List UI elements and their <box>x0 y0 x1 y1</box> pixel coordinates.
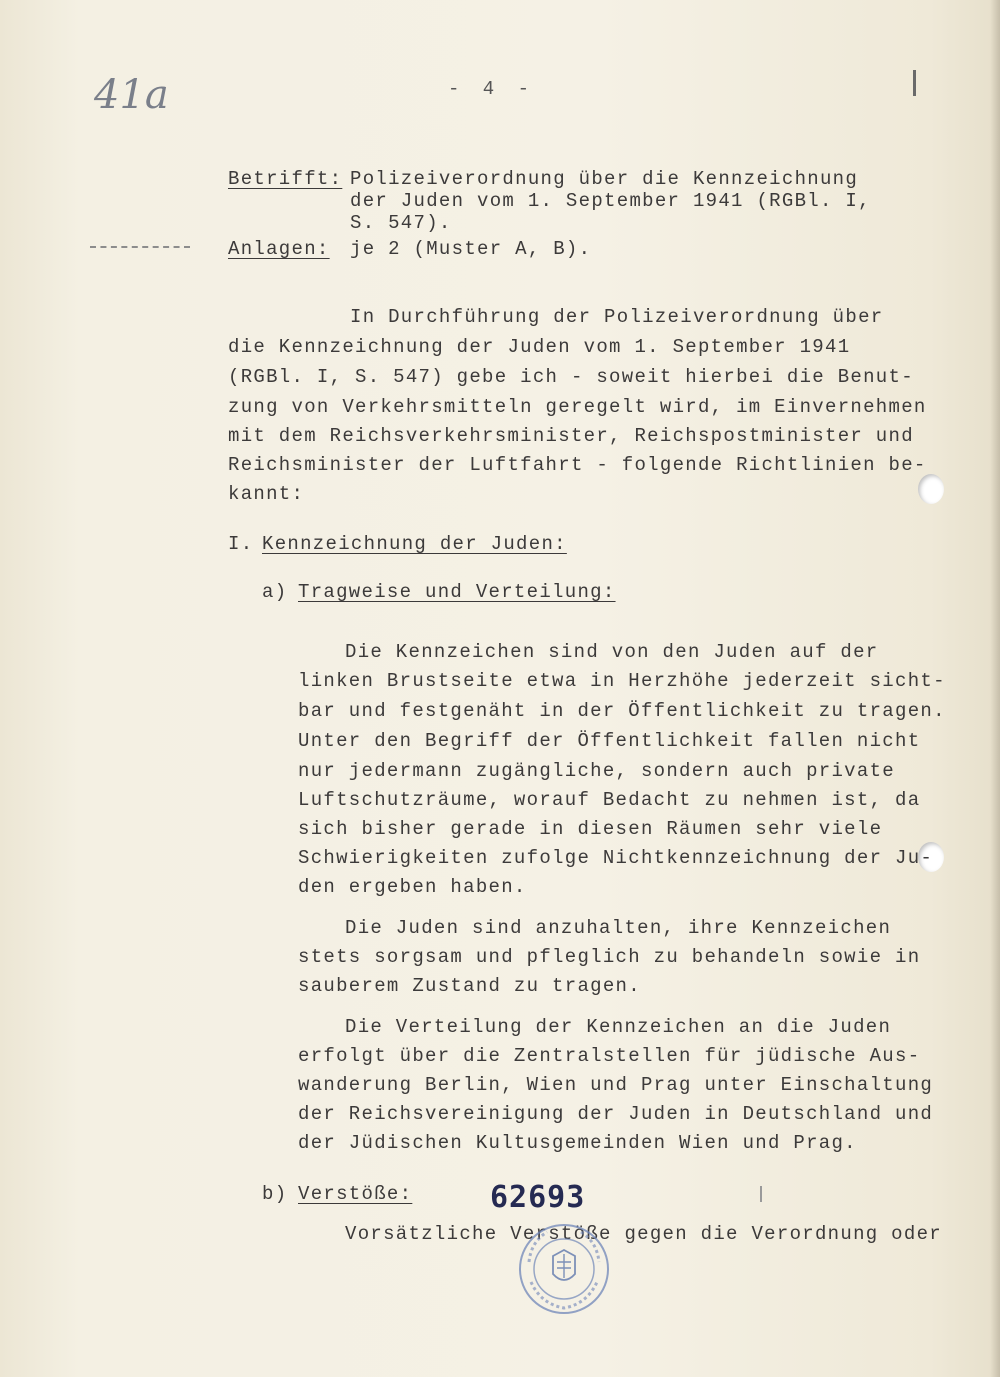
archive-seal <box>517 1222 611 1316</box>
para1-line-5: nur jedermann zugängliche, sondern auch private <box>298 760 895 782</box>
punch-hole-upper <box>918 474 944 504</box>
section-1-title: Kennzeichnung der Juden: <box>262 533 567 555</box>
sub-a-title: Tragweise und Verteilung: <box>298 581 616 603</box>
page-number: - 4 - <box>448 78 536 100</box>
betrifft-line-2: der Juden vom 1. September 1941 (RGBl. I, <box>350 190 871 212</box>
margin-rule <box>90 246 190 248</box>
paper-edge-shadow <box>990 0 1000 1377</box>
para1-line-7: sich bisher gerade in diesen Räumen sehr viele <box>298 818 883 840</box>
para1-line-8: Schwierigkeiten zufolge Nichtkennzeichnung der Ju- <box>298 847 934 869</box>
margin-tick <box>760 1186 762 1202</box>
sub-b-line-1: Vorsätzliche Verstöße gegen die Verordnung oder <box>345 1223 942 1245</box>
para1-line-2: linken Brustseite etwa in Herzhöhe jederzeit sicht- <box>298 670 946 692</box>
para1-line-1: Die Kennzeichen sind von den Juden auf der <box>345 641 879 663</box>
intro-line-4: zung von Verkehrsmitteln geregelt wird, im Einvernehmen <box>228 396 927 418</box>
intro-line-6: Reichsminister der Luftfahrt - folgende Richtlinien be- <box>228 454 927 476</box>
anlagen-label: Anlagen: <box>228 238 330 260</box>
handwritten-note: 41a <box>94 72 169 118</box>
section-1-numeral: I. <box>228 533 254 555</box>
para3-line-3: wanderung Berlin, Wien und Prag unter Einschaltung <box>298 1074 934 1096</box>
intro-line-1: In Durchführung der Polizeiverordnung über <box>350 306 884 328</box>
intro-line-5: mit dem Reichsverkehrsminister, Reichspostminister und <box>228 425 914 447</box>
para1-line-3: bar und festgenäht in der Öffentlichkeit zu tragen. <box>298 700 946 722</box>
anlagen-text: je 2 (Muster A, B). <box>350 238 592 260</box>
para2-line-3: sauberem Zustand zu tragen. <box>298 975 641 997</box>
betrifft-line-1: Polizeiverordnung über die Kennzeichnung <box>350 168 859 190</box>
sub-b-title: Verstöße: <box>298 1183 413 1205</box>
para1-line-6: Luftschutzräume, worauf Bedacht zu nehmen ist, da <box>298 789 921 811</box>
betrifft-label: Betrifft: <box>228 168 343 190</box>
para1-line-9: den ergeben haben. <box>298 876 527 898</box>
para3-line-4: der Reichsvereinigung der Juden in Deutschland und <box>298 1103 934 1125</box>
margin-mark <box>913 70 916 96</box>
para3-line-2: erfolgt über die Zentralstellen für jüdische Aus- <box>298 1045 921 1067</box>
document-number-stamp: 62693 <box>490 1180 586 1215</box>
intro-line-7: kannt: <box>228 483 305 505</box>
sub-a-letter: a) <box>262 581 288 603</box>
para2-line-1: Die Juden sind anzuhalten, ihre Kennzeichen <box>345 917 892 939</box>
para1-line-4: Unter den Begriff der Öffentlichkeit fallen nicht <box>298 730 921 752</box>
para3-line-1: Die Verteilung der Kennzeichen an die Juden <box>345 1016 892 1038</box>
intro-line-2: die Kennzeichnung der Juden vom 1. September 1941 <box>228 336 851 358</box>
sub-b-letter: b) <box>262 1183 288 1205</box>
para3-line-5: der Jüdischen Kultusgemeinden Wien und Prag. <box>298 1132 857 1154</box>
intro-line-3: (RGBl. I, S. 547) gebe ich - soweit hierbei die Benut- <box>228 366 914 388</box>
para2-line-2: stets sorgsam und pfleglich zu behandeln sowie in <box>298 946 921 968</box>
betrifft-line-3: S. 547). <box>350 212 452 234</box>
